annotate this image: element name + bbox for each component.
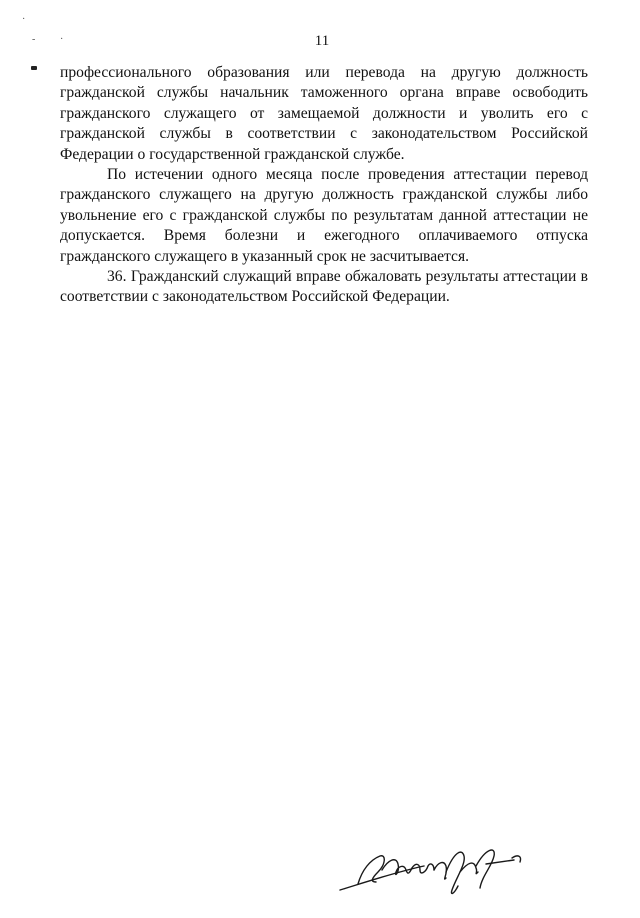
scan-artifact-mark: · [60,34,64,45]
scan-artifact-mark: · [22,14,26,25]
page-number: 11 [314,33,330,49]
margin-mark [31,66,37,70]
handwritten-signature [336,842,536,902]
paragraph-continuation: профессионального образования или перевода на другую должность гражданской службы начальник таможенного органа вправе освободить гражданского служащего от замещаемой должности и уволить его с гражданской службы в соответствии с законодательством Российской Федерации о государственной гражданской службе. [60,64,588,163]
document-body [60,63,588,308]
paragraph-36-appeal: 36. Гражданский служащий вправе обжаловать результаты аттестации в соответствии с законодательством Российской Федерации. [60,268,588,306]
paragraph-transfer-restriction: По истечении одного месяца после проведения аттестации перевод гражданского служащего на другую должность гражданской службы либо увольнение его с гражданской службы по результатам данной аттестации не допускается. Время болезни и ежегодного оплачиваемого отпуска гражданского служащего в указанный срок не засчитывается. [60,166,588,265]
scan-artifact-mark: ‑ [32,34,36,45]
